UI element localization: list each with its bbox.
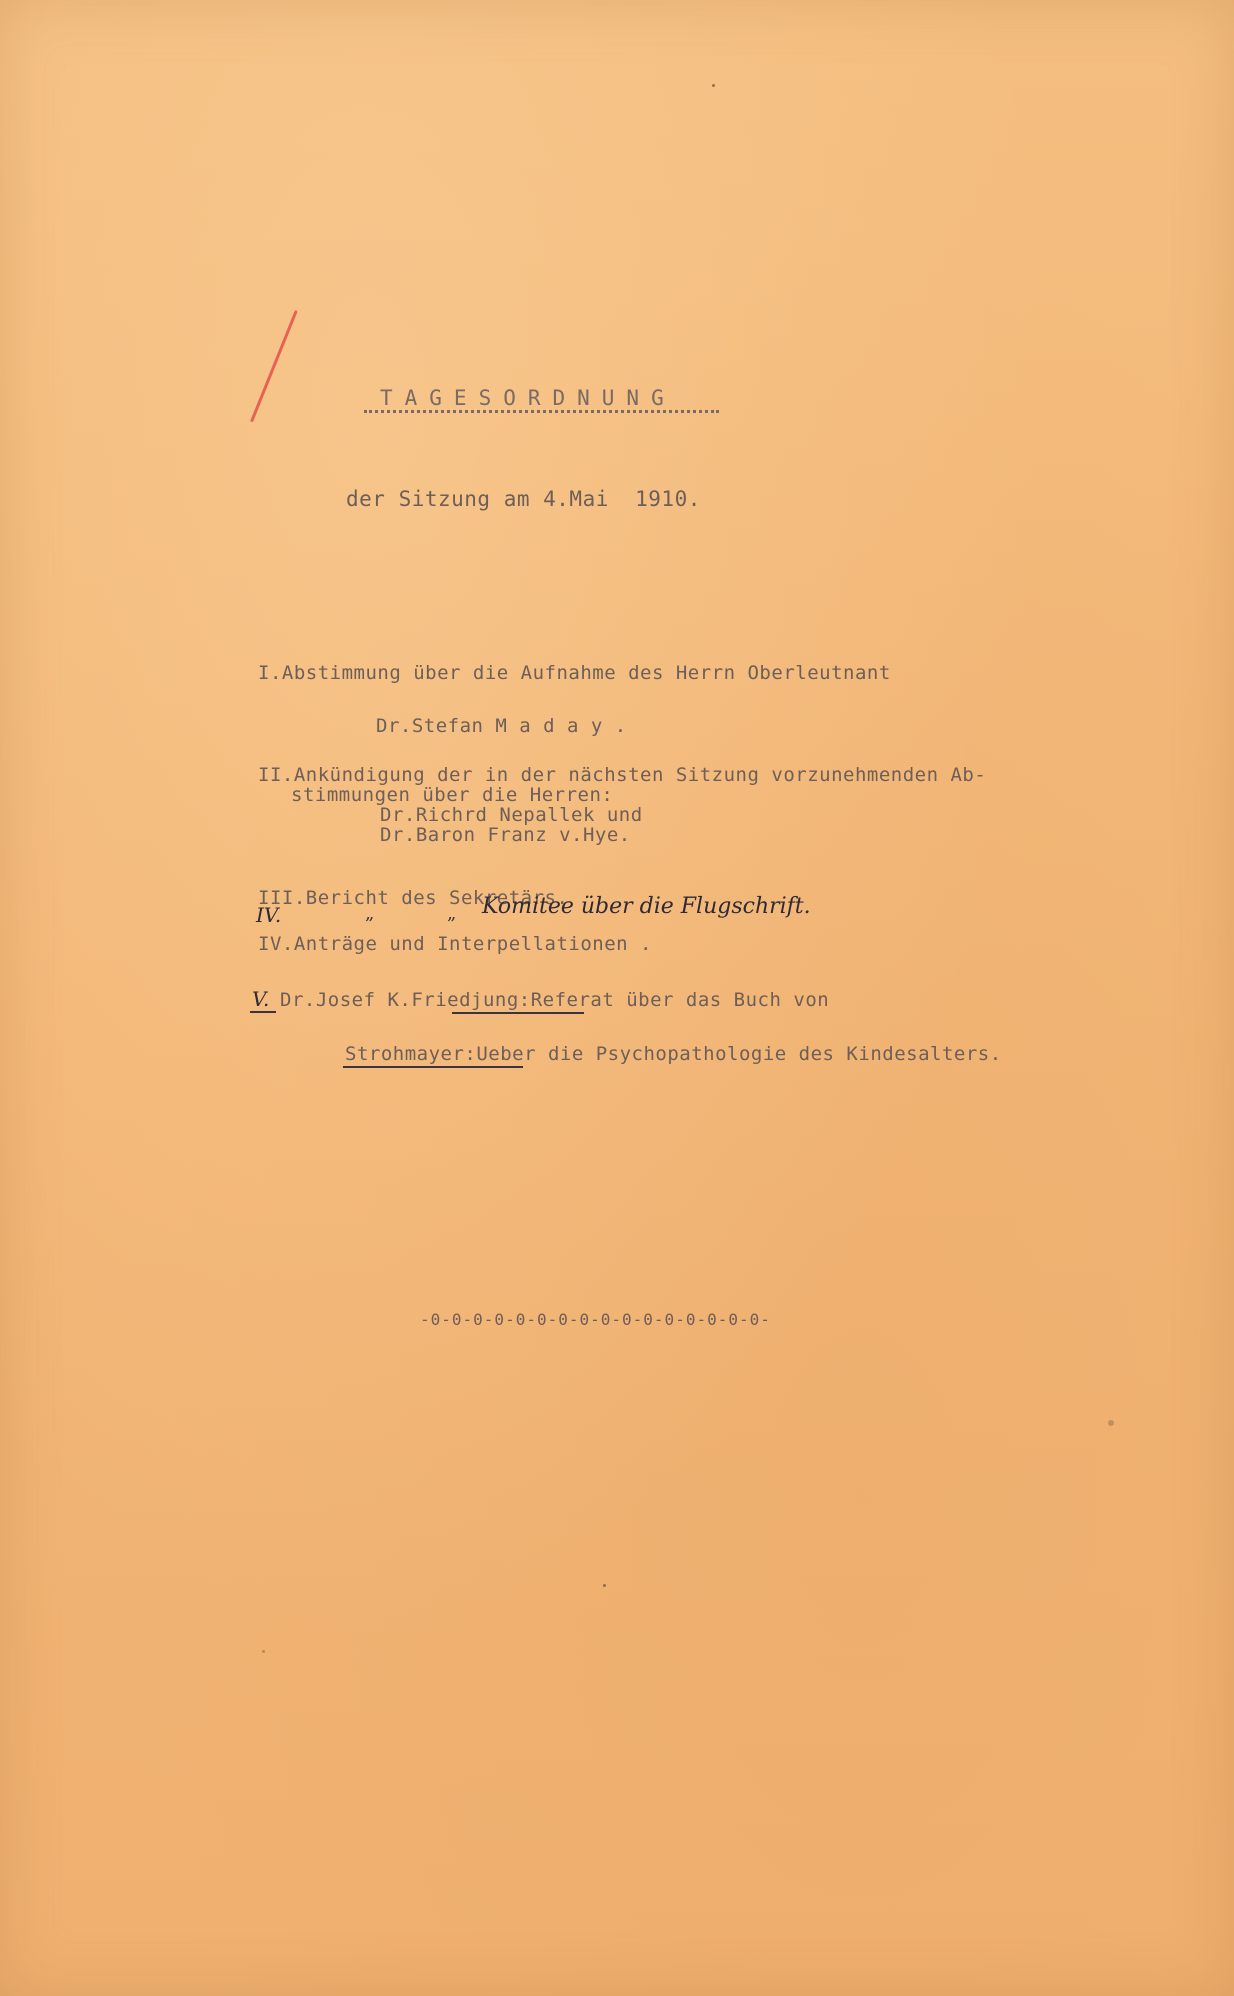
ditto-mark-1: „ (365, 903, 375, 924)
paper-speck (712, 84, 715, 87)
agenda-item-5: Dr.Josef K.Friedjung:Referat über das Buch von (280, 989, 830, 1011)
paper-speck (262, 1650, 265, 1653)
agenda-item-1-name: Dr.Stefan M a d a y . (376, 715, 627, 737)
agenda-item-2-name-1: Dr.Richrd Nepallek und (380, 804, 643, 826)
document-subtitle: der Sitzung am 4.Mai 1910. (346, 487, 701, 511)
friedjung-underline (452, 1012, 584, 1014)
document-title: TAGESORDNUNG (380, 386, 676, 410)
strohmayer-underline (343, 1066, 523, 1068)
agenda-item-2: II.Ankündigung der in der nächsten Sitzung vorzunehmenden Ab- (258, 764, 987, 786)
title-underline (364, 410, 719, 413)
separator-line: -0-0-0-0-0-0-0-0-0-0-0-0-0-0-0-0- (420, 1310, 771, 1329)
paper-speck (1108, 1420, 1114, 1426)
agenda-item-2-name-2: Dr.Baron Franz v.Hye. (380, 824, 631, 846)
handwritten-note: Komitee über die Flugschrift. (482, 894, 811, 919)
paper-speck (603, 1584, 606, 1587)
roman-v-underline (250, 1011, 276, 1013)
agenda-item-1: I.Abstimmung über die Aufnahme des Herrn Oberleutnant (258, 662, 891, 684)
red-pencil-mark (250, 310, 298, 422)
agenda-item-4: IV.Anträge und Interpellationen . (258, 933, 652, 955)
handwritten-roman-v: V. (252, 987, 270, 1011)
agenda-item-2-cont: stimmungen über die Herren: (291, 784, 614, 806)
handwritten-roman-iv: IV. (256, 903, 282, 927)
agenda-item-3: III.Bericht des Sekretärs. (258, 887, 569, 909)
ditto-mark-2: „ (447, 903, 457, 924)
agenda-item-5-cont: Strohmayer:Ueber die Psychopathologie des Kindesalters. (345, 1043, 1002, 1065)
